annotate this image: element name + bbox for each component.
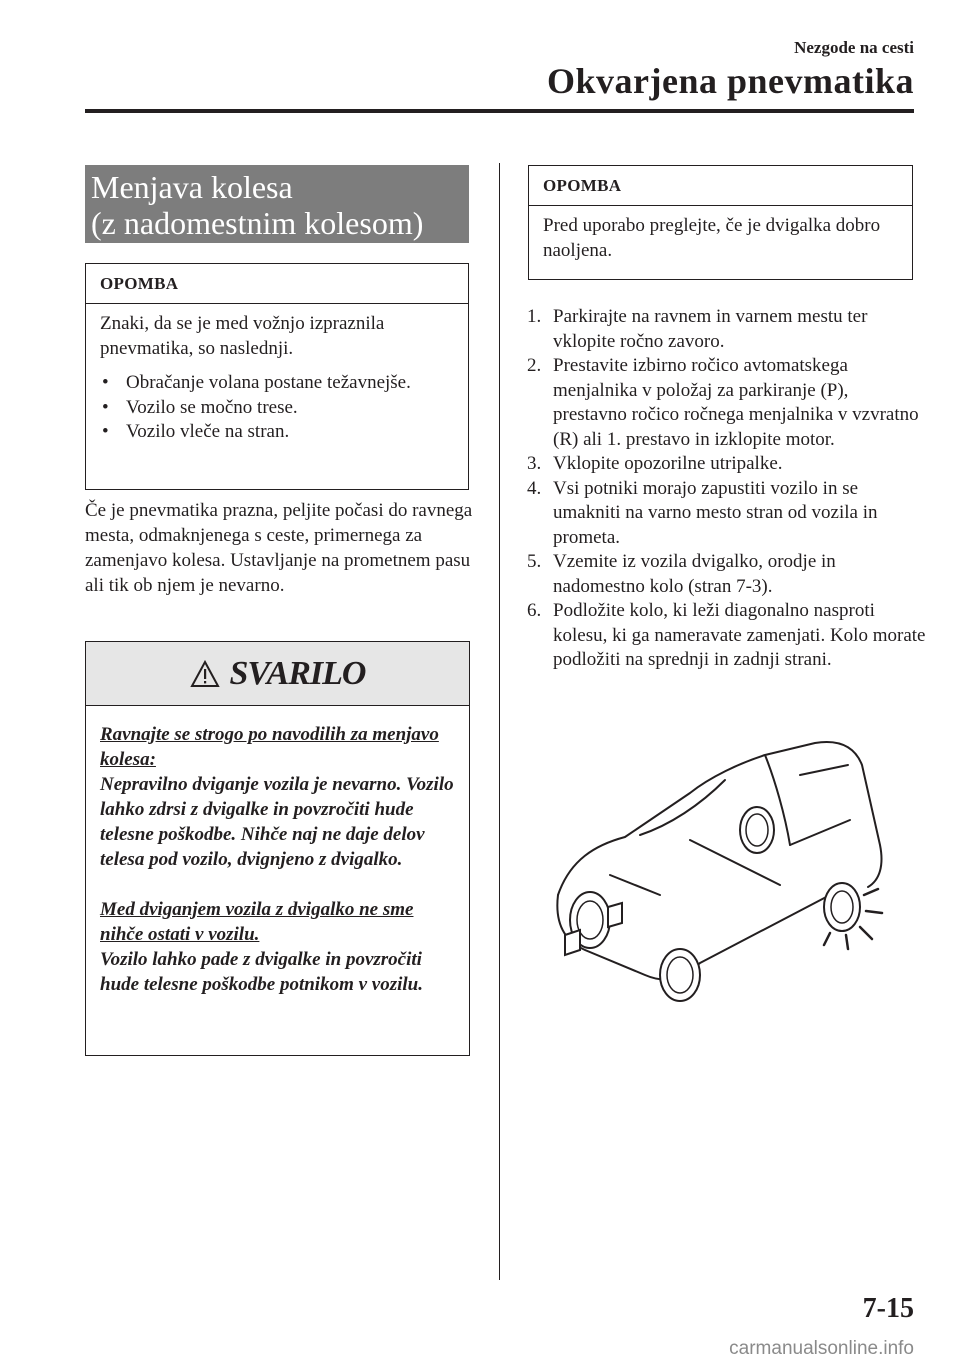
warning-triangle-icon: [190, 660, 220, 688]
list-item: • Obračanje volana postane težavnejše.: [100, 371, 454, 396]
list-item: 5. Vzemite iz vozila dvigalko, orodje in nadomestno kolo (stran 7-3).: [527, 551, 836, 597]
warning-box: [85, 641, 470, 1056]
warning-text: Nepravilno dviganje vozila je nevarno. Vozilo lahko zdrsi z dvigalke in povzročiti hude telesne poškodbe. Nihče naj ne daje delov telesa pod vozilo, dvignjeno z dvigalko.: [100, 774, 454, 870]
warning-text: Vozilo lahko pade z dvigalke in povzročiti hude telesne poškodbe potnikom v vozilu.: [100, 949, 423, 995]
warning-subheading: Ravnajte se strogo po navodilih za menjavo kolesa:: [100, 724, 439, 770]
list-item: 6. Podložite kolo, ki leži diagonalno nasproti kolesu, ki ga nameravate zamenjati. Kolo morate podložiti na sprednji in zadnji strani.: [527, 600, 926, 670]
header-rule: [85, 109, 914, 113]
warning-body: [86, 706, 469, 997]
warning-title: SVARILO: [229, 654, 366, 692]
body-paragraph: Če je pnevmatika prazna, peljite počasi do ravnega mesta, odmaknjenega s ceste, primernega za zamenjavo kolesa. Ustavljanje na prometnem pasu ali tik ob njem je nevarno.: [85, 500, 473, 596]
page-number: 7-15: [862, 1293, 914, 1324]
list-item: 1. Parkirajte na ravnem in varnem mestu ter vklopite ročno zavoro.: [527, 306, 868, 352]
wheel-icon: [660, 949, 700, 1001]
note-label: OPOMBA: [86, 264, 468, 304]
warning-subheading: Med dviganjem vozila z dvigalko ne sme nihče ostati v vozilu.: [100, 899, 414, 945]
note-text: Pred uporabo preglejte, če je dvigalka dobro naoljena.: [543, 215, 881, 261]
flat-tire-icon: [824, 883, 882, 949]
section-heading: [85, 165, 469, 243]
note-body: [86, 304, 468, 445]
bullet-icon: •: [102, 372, 109, 393]
note-box-symptoms: [85, 263, 469, 490]
section-heading-line2: (z nadomestnim kolesom): [91, 205, 424, 241]
page-title: Okvarjena pnevmatika: [546, 61, 914, 101]
watermark: carmanualsonline.info: [729, 1338, 914, 1359]
section-heading-line1: Menjava kolesa: [91, 169, 293, 205]
wheel-icon: [740, 807, 774, 853]
note-intro: Znaki, da se je med vožnjo izpraznila pnevmatika, so naslednji.: [100, 313, 385, 359]
list-item: • Vozilo se močno trese.: [100, 396, 454, 421]
column-divider: [499, 163, 500, 1280]
section-title: Nezgode na cesti: [794, 38, 914, 57]
list-item: 2. Prestavite izbirno ročico avtomatskega menjalnika v položaj za parkiranje (P), prestavno ročico ročnega menjalnika v vzvratno (R) ali 1. prestavo in izklopite motor.: [527, 355, 919, 450]
list-item: 3. Vklopite opozorilne utripalke.: [527, 453, 783, 474]
bullet-icon: •: [102, 396, 109, 418]
steps-list: [527, 305, 927, 673]
list-item: 4. Vsi potniki morajo zapustiti vozilo in se umakniti na varno mesto stran od vozila in prometa.: [527, 477, 878, 548]
bullet-icon: •: [102, 421, 109, 442]
list-item: • Vozilo vleče na stran.: [100, 420, 454, 445]
car-wheel-block-illustration: [550, 735, 910, 1005]
warning-header: [86, 642, 469, 706]
note-box-jack: [528, 165, 913, 280]
note-label: OPOMBA: [529, 166, 912, 206]
